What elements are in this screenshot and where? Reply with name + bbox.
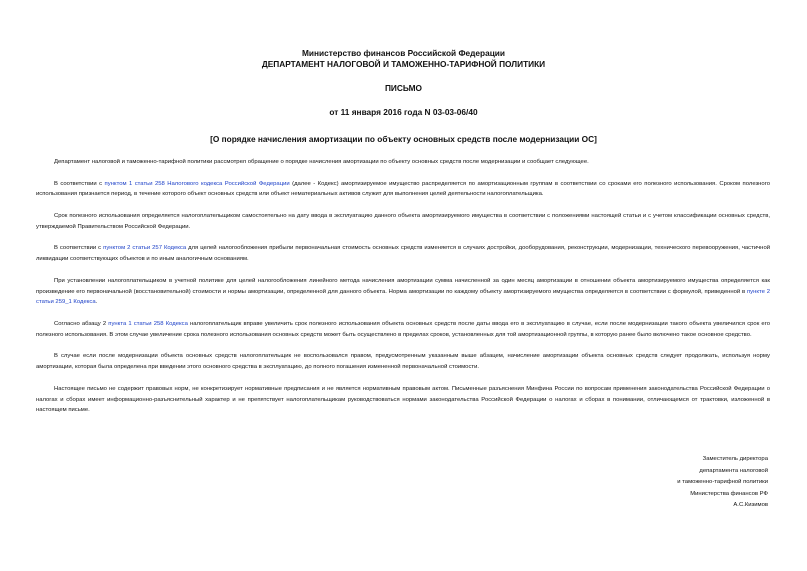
- paragraph-7-text: В случае если после модернизации объекта основных средств налогоплательщик не воспользовался правом, предусмотренным указанным выше абзацем, начисление амортизации объекта основных средств следует продолжать, используя норму амортизации, которая была определена при введении этого основного средства в эксплуатацию, до полного погашения измененной первоначальной стоимости.: [36, 353, 770, 371]
- link-art257-p2[interactable]: пунктом 2 статьи 257 Кодекса: [103, 245, 187, 252]
- paragraph-3-text: Срок полезного использования определяется налогоплательщиком самостоятельно на дату ввода в эксплуатацию данного объекта амортизируемого имущества в соответствии с положениями настоящей статьи и с учетом классификации основных средств, утверждаемой Правительством Российской Федерации.: [36, 212, 770, 230]
- paragraph-6: [36, 319, 770, 341]
- paragraph-6-text-a: Согласно абзацу 2: [54, 320, 109, 327]
- document-subject: [О порядке начисления амортизации по объекту основных средств после модернизации ОС]: [210, 134, 597, 144]
- paragraph-1-text: Департамент налоговой и таможенно-тарифной политики рассмотрел обращение о порядке начисления амортизации по объекту основных средств после модернизации и сообщает следующее.: [54, 159, 589, 165]
- letter-header: [0, 48, 807, 145]
- paragraph-4: [36, 243, 770, 265]
- department-name: ДЕПАРТАМЕНТ НАЛОГОВОЙ И ТАМОЖЕННО-ТАРИФНОЙ ПОЛИТИКИ: [261, 59, 546, 69]
- paragraph-2-text-b: (далее - Кодекс) амортизируемое имущество распределяется по амортизационным группам в соответствии со сроками его полезного использования. Сроком полезного использования признается период, в течение которого объект основных средств или объект нематериальных активов служит для выполнения целей деятельности налогоплательщика.: [36, 180, 771, 198]
- paragraph-2: [36, 179, 770, 201]
- document-type: ПИСЬМО: [384, 83, 423, 93]
- signature-line-4: Министерства финансов РФ: [690, 490, 768, 497]
- link-art258-p1[interactable]: пункта 1 статьи 258 Кодекса: [108, 320, 188, 327]
- ministry-name: Министерство финансов Российской Федерации: [301, 48, 506, 58]
- signatory-name: А.С.Кизимов: [733, 502, 768, 508]
- link-art259-1-p2[interactable]: пункте 2 статьи 259_1 Кодекса: [36, 288, 770, 306]
- document-date-number: от 11 января 2016 года N 03-03-06/40: [329, 107, 478, 117]
- paragraph-5: [36, 276, 770, 308]
- link-art258-p1-tax-code[interactable]: пунктом 1 статьи 258 Налогового кодекса Российской Федерации: [104, 180, 290, 187]
- paragraph-8: [36, 384, 770, 416]
- signature-line-3: и таможенно-тарифной политики: [677, 479, 768, 485]
- signature-line-2: департамента налоговой: [699, 467, 768, 474]
- signature-line-1: Заместитель директора: [702, 456, 768, 462]
- paragraph-8-text: Настоящее письмо не содержит правовых норм, не конкретизирует нормативные предписания и не является нормативным правовым актом. Письменные разъяснения Минфина России по вопросам применения законодательства Российской Федерации о налогах и сборах имеет информационно-разъяснительный характер и не препятствует налогоплательщикам руководствоваться нормами законодательства Российской Федерации о налогах и сборах в понимании, отличающемся от трактовки, изложенной в настоящем письме.: [36, 385, 770, 414]
- paragraph-5-text-a: При установлении налогоплательщиком в учетной политике для целей налогообложения линейного метода начисления амортизации сумма начисленной за один месяц амортизации в отношении объекта амортизируемого имущества определяется как произведение его первоначальной (восстановительной) стоимости и нормы амортизации, определенной для данного объекта. Норма амортизации по каждому объекту амортизируемого имущества определяется в соответствии с формулой, приведенной в: [36, 277, 770, 295]
- letter-body: [36, 157, 770, 427]
- paragraph-3: [36, 211, 770, 233]
- paragraph-1: [36, 157, 770, 168]
- paragraph-7: [36, 351, 770, 373]
- paragraph-5-text-b: .: [95, 299, 98, 306]
- signature-block: [677, 454, 768, 512]
- paragraph-4-text-b: для целей налогообложения прибыли первоначальная стоимость основных средств изменяется в случаях достройки, дооборудования, реконструкции, модернизации, технического перевооружения, частичной ликвидации соответствующих объектов и по иным аналогичным основаниям.: [36, 245, 771, 263]
- paragraph-2-text-a: В соответствии с: [54, 180, 105, 187]
- paragraph-6-text-b: налогоплательщик вправе увеличить срок полезного использования объекта основных средств после даты ввода его в эксплуатацию в случае, если после модернизации такого объекта увеличился срок его полезного использования. В этом случае увеличение срока полезного использования основных средств может быть осуществлено в пределах сроков, установленных для той амортизационной группы, в которую ранее было включено такое основное средство.: [36, 320, 770, 338]
- paragraph-4-text-a: В соответствии с: [54, 245, 104, 252]
